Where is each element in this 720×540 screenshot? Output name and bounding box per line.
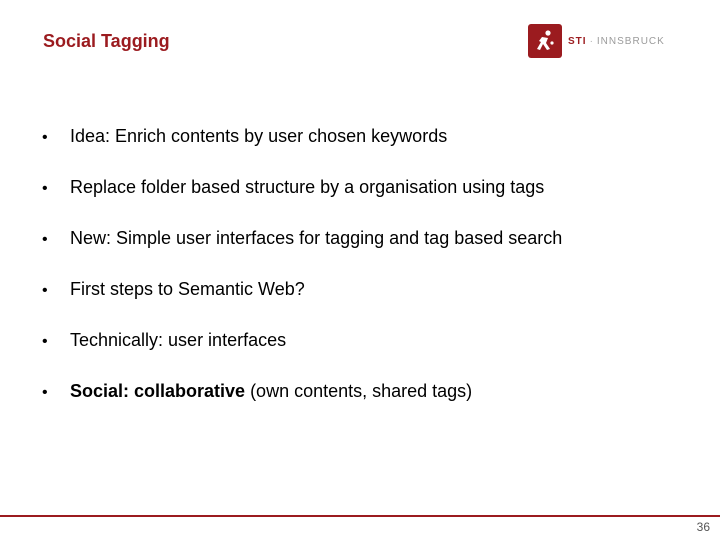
bullet-marker: • bbox=[42, 231, 48, 248]
bullet-text: New: Simple user interfaces for tagging and tag based search bbox=[70, 228, 563, 248]
sti-logo-text bbox=[568, 36, 665, 47]
bullet-list bbox=[42, 126, 562, 432]
bullet-marker: • bbox=[42, 333, 48, 350]
bullet-text: Technically: user interfaces bbox=[70, 330, 287, 350]
bullet-item bbox=[42, 279, 562, 304]
bullet-item bbox=[42, 126, 562, 151]
bullet-marker: • bbox=[42, 129, 48, 146]
bullet-rest-text: (own contents, shared tags) bbox=[245, 381, 473, 401]
logo-separator: · bbox=[589, 35, 594, 47]
bullet-item bbox=[42, 177, 562, 202]
bullet-marker: • bbox=[42, 180, 48, 197]
bullet-item bbox=[42, 381, 562, 406]
bullet-item bbox=[42, 228, 562, 253]
logo-name: INNSBRUCK bbox=[596, 35, 665, 47]
page-number: 36 bbox=[696, 520, 710, 534]
bullet-text: Idea: Enrich contents by user chosen keywords bbox=[70, 126, 448, 146]
bullet-bold-text: Social: collaborative bbox=[70, 381, 246, 401]
sti-logo bbox=[528, 24, 665, 58]
footer-divider bbox=[0, 515, 720, 517]
bullet-item bbox=[42, 330, 562, 355]
bullet-text: Replace folder based structure by a organisation using tags bbox=[70, 177, 545, 197]
logo-brand: STI bbox=[568, 35, 587, 47]
bullet-marker: • bbox=[42, 282, 48, 299]
bullet-text: First steps to Semantic Web? bbox=[70, 279, 305, 299]
slide-title: Social Tagging bbox=[43, 31, 170, 51]
sti-logo-icon bbox=[528, 24, 562, 58]
bullet-marker: • bbox=[42, 384, 48, 401]
bullet-text bbox=[70, 381, 472, 402]
